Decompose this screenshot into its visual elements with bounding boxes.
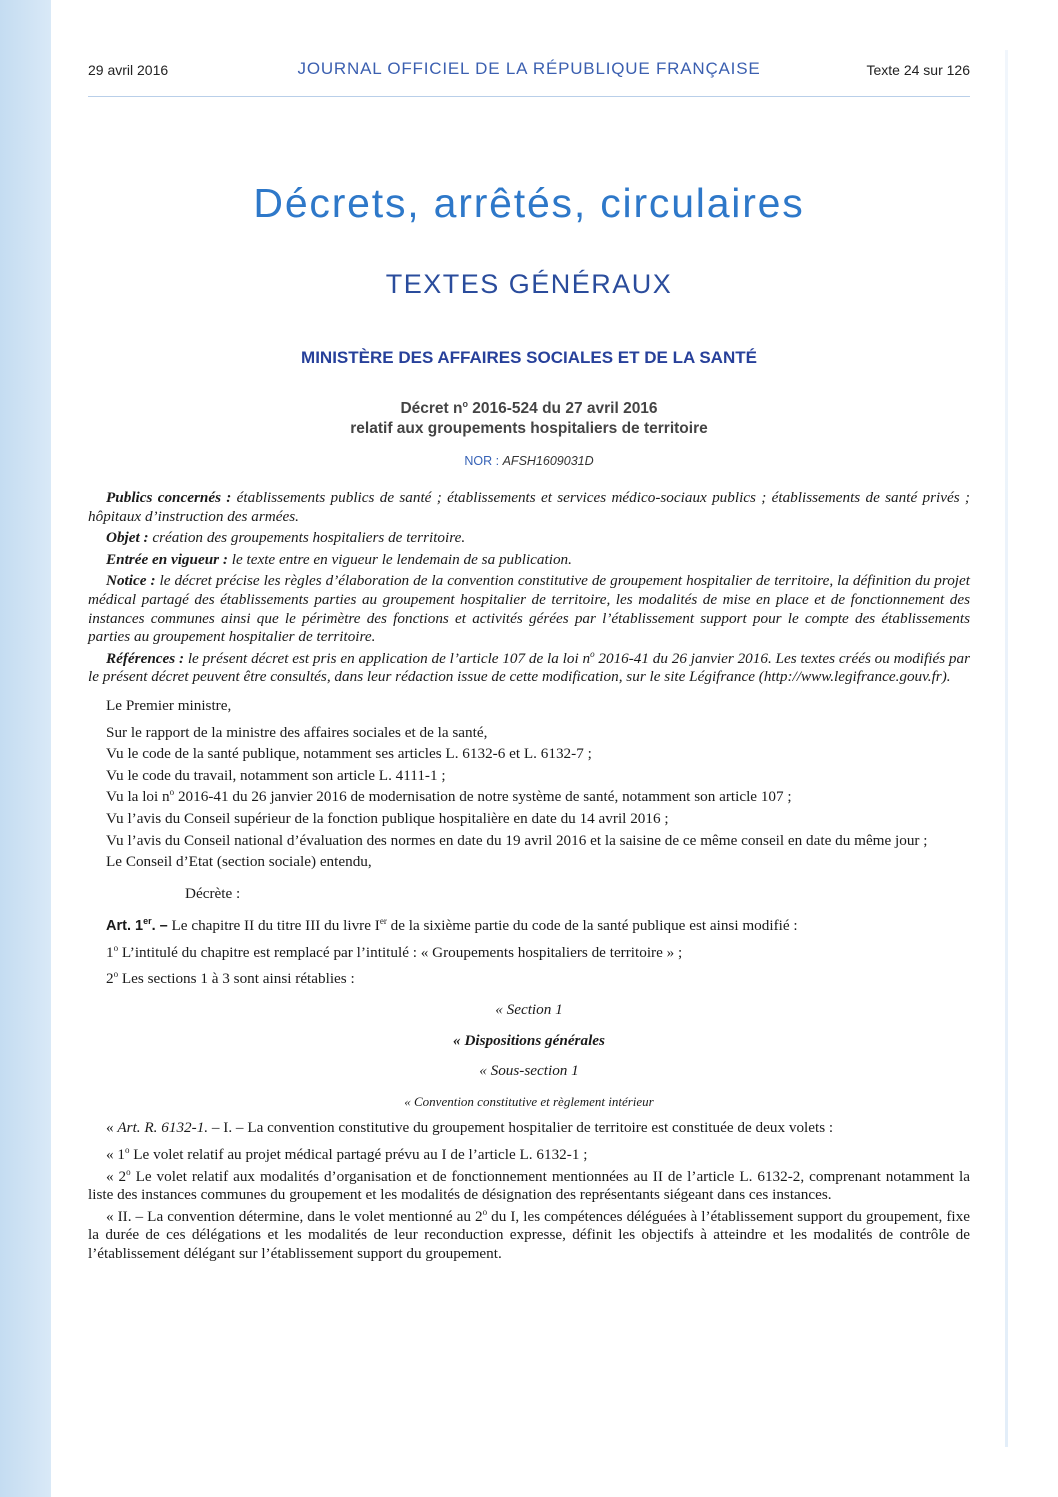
conseil-etat: Le Conseil d’Etat (section sociale) entendu,	[106, 853, 372, 871]
article-1-text-sup: er	[379, 916, 387, 927]
summary-notice-label: Notice :	[106, 572, 156, 590]
visa-2: Vu le code du travail, notamment son article L. 4111-1 ;	[106, 766, 446, 784]
art-r-p1-b: Le volet relatif au projet médical partagé prévu au I de l’article L. 6132-1 ;	[129, 1146, 588, 1164]
left-margin-band	[0, 0, 51, 1497]
summary-references-text-b: 2016-41 du 26 janvier 2016. Les textes créés ou modifiés par le présent décret peuvent être consultés, dans leur rédaction issue de cette modification, sur le site Légifrance (http://www.legifrance.gouv.fr).	[88, 649, 971, 686]
inserted-subsection-title: « Convention constitutive et règlement intérieur	[404, 1093, 654, 1109]
summary-references	[88, 650, 970, 687]
decree-number-prefix: Décret n	[400, 400, 463, 417]
item-1-text: L’intitulé du chapitre est remplacé par l’intitulé : « Groupements hospitaliers de territoire » ;	[118, 943, 683, 961]
visa-4: Vu l’avis du Conseil supérieur de la fonction publique hospitalière en date du 14 avril 2016 ;	[106, 809, 669, 827]
ministry-heading: MINISTÈRE DES AFFAIRES SOCIALES ET DE LA SANTÉ	[301, 348, 757, 367]
decree-number-sup: o	[462, 398, 468, 409]
article-1-label	[106, 918, 168, 934]
art-r-p3-sup: o	[482, 1206, 488, 1217]
nor-value: AFSH1609031D	[502, 454, 594, 468]
summary-objet-label: Objet :	[106, 529, 149, 547]
section-subtitle: TEXTES GÉNÉRAUX	[385, 269, 673, 299]
article-1	[88, 917, 970, 936]
decree-title-line1	[88, 399, 970, 419]
page-header	[88, 59, 970, 84]
summary-references-sup: o	[590, 648, 595, 659]
art-r-open: «	[106, 1119, 118, 1137]
decree-body	[88, 489, 970, 1267]
decree-title-line2: relatif aux groupements hospitaliers de territoire	[350, 420, 708, 437]
visa-3	[88, 788, 970, 807]
inserted-subsection-heading: « Sous-section 1	[479, 1062, 579, 1080]
art-r-p2-b: Le volet relatif aux modalités d’organisation et de fonctionnement mentionnées au II de l’article L. 6132-2, comprenant notamment la liste des instances communes du groupement et les modalités de désignation des représentants siégeant dans ces instances.	[88, 1167, 970, 1204]
right-margin-rule	[1005, 50, 1008, 1447]
art-r-p2-sup: o	[126, 1166, 131, 1177]
summary-objet	[88, 529, 970, 548]
decrete: Décrète :	[185, 884, 241, 902]
item-1-sup: o	[113, 942, 119, 953]
art-r-p2-a: « 2	[106, 1167, 127, 1185]
article-1-label-b: . –	[151, 918, 168, 935]
art-r-paragraph-1	[88, 1146, 970, 1165]
article-1-item-2	[88, 970, 970, 989]
visa-3-a: Vu la loi n	[106, 788, 170, 806]
header-date: 29 avril 2016	[88, 62, 169, 78]
summary-entree-text: le texte entre en vigueur le lendemain de sa publication.	[227, 550, 572, 568]
visa-3-sup: o	[169, 787, 175, 798]
summary-objet-text: création des groupements hospitaliers de territoire.	[148, 529, 466, 547]
art-r-p3-b: du I, les compétences déléguées à l’établissement support du groupement, fixe la durée de ces délégations et les modalités de leur reconduction expresse, définit les objectifs à atteindre et les modalités de contrôle de l’établissement délégant sur l’établissement support du groupement.	[88, 1207, 970, 1262]
header-text-reference: Texte 24 sur 126	[866, 62, 970, 78]
art-r-p3-a: « II. – La convention détermine, dans le volet mentionné au 2	[106, 1207, 483, 1225]
item-1-num: 1	[106, 943, 114, 961]
summary-entree-label: Entrée en vigueur :	[106, 550, 228, 568]
summary-publics-text: établissements publics de santé ; établissements et services médico-sociaux publics ; établissements de santé privés ; hôpitaux d’instruction des armées.	[88, 489, 970, 525]
decree-title	[88, 399, 970, 439]
summary-entree	[88, 551, 970, 570]
header-journal-title: JOURNAL OFFICIEL DE LA RÉPUBLIQUE FRANÇAISE	[297, 59, 761, 78]
summary-notice	[88, 572, 970, 646]
summary-publics-label: Publics concernés :	[106, 489, 232, 506]
header-divider	[88, 96, 970, 97]
summary-references-label: Références :	[106, 649, 185, 667]
art-r-p1-sup: o	[124, 1144, 130, 1155]
inserted-section-heading: « Section 1	[495, 1001, 563, 1019]
summary-notice-text: le décret précise les règles d’élaboration de la convention constitutive de groupement hospitalier de territoire, la définition du projet médical partagé des établissements parties au groupement hospitalier de territoire, les modalités de mise en place et de fonctionnement des instances communes ainsi que le périmètre des fonctions et activités gérées par l’établissement support pour le compte des établissements parties au groupement hospitalier de territoire.	[88, 572, 970, 646]
section-title: Décrets, arrêtés, circulaires	[253, 180, 805, 226]
article-1-label-a: Art. 1	[106, 918, 144, 935]
decree-number: 2016-524 du 27 avril 2016	[467, 400, 658, 417]
item-2-text: Les sections 1 à 3 sont ainsi rétablies :	[118, 970, 355, 988]
summary-publics	[88, 489, 970, 526]
inserted-section-title: « Dispositions générales	[453, 1031, 605, 1049]
art-r-text: – I. – La convention constitutive du groupement hospitalier de territoire est constituée de deux volets :	[208, 1119, 834, 1137]
article-1-label-sup: er	[143, 916, 152, 927]
art-r-paragraph-3	[88, 1208, 970, 1264]
nor-reference	[88, 454, 970, 468]
article-1-text-a: Le chapitre II du titre III du livre I	[167, 917, 380, 935]
nor-label: NOR :	[464, 454, 500, 468]
visa-3-b: 2016-41 du 26 janvier 2016 de modernisation de notre système de santé, notamment son article 107 ;	[174, 788, 792, 806]
art-r-paragraph-2	[88, 1168, 970, 1205]
article-r6132-1	[88, 1119, 970, 1138]
article-1-item-1	[88, 944, 970, 963]
art-r-reference: Art. R. 6132-1.	[117, 1119, 209, 1137]
art-r-p1-a: « 1	[106, 1146, 125, 1164]
item-2-sup: o	[113, 969, 119, 980]
visa-1: Vu le code de la santé publique, notamment ses articles L. 6132-6 et L. 6132-7 ;	[106, 745, 592, 763]
rapport-line: Sur le rapport de la ministre des affaires sociales et de la santé,	[106, 723, 488, 741]
article-1-text-b: de la sixième partie du code de la santé publique est ainsi modifié :	[386, 917, 798, 935]
visa-5: Vu l’avis du Conseil national d’évaluation des normes en date du 19 avril 2016 et la saisine de ce même conseil en date du même jour ;	[106, 831, 928, 849]
summary-references-text-a: le présent décret est pris en application de l’article 107 de la loi n	[184, 649, 591, 667]
item-2-num: 2	[106, 970, 114, 988]
premier-ministre: Le Premier ministre,	[106, 696, 232, 714]
